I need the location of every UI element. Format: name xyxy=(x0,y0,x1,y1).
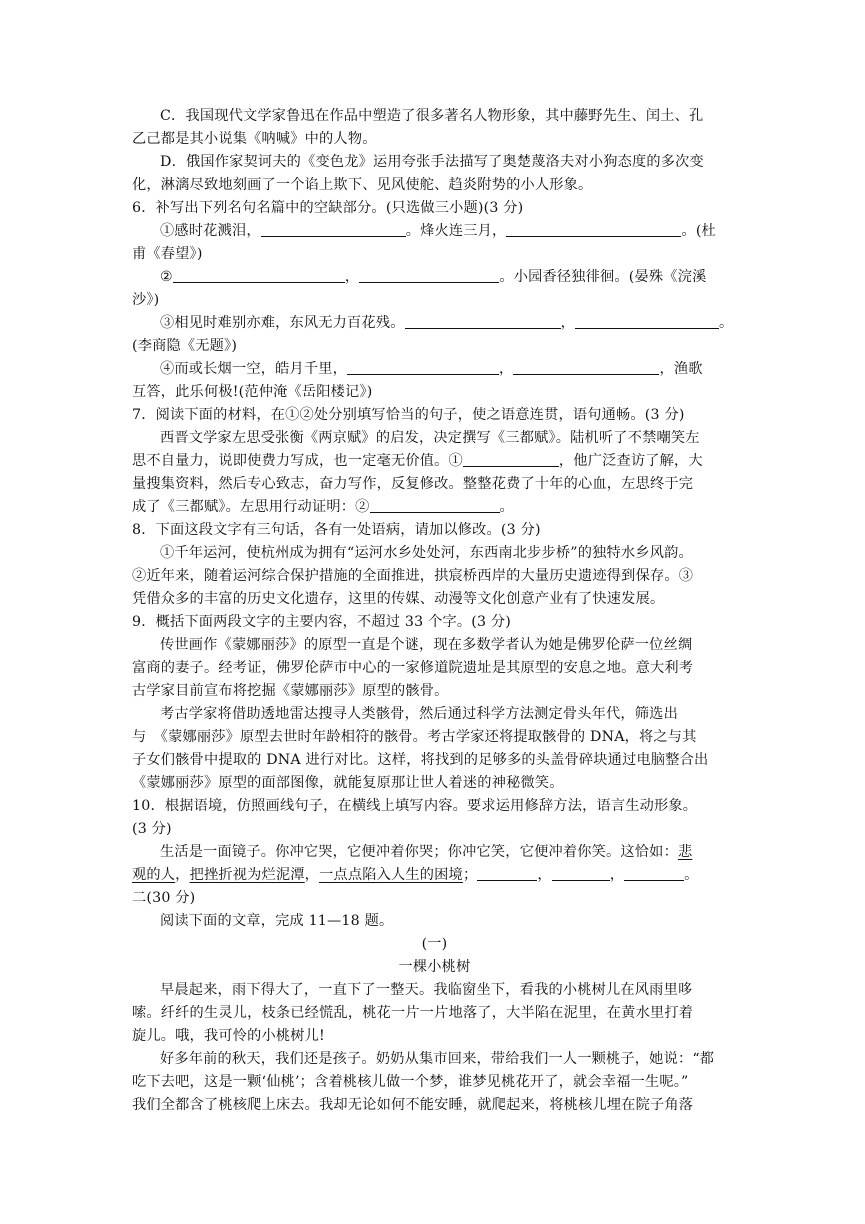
answer-blank[interactable] xyxy=(477,866,537,881)
underlined-phrase: 观的人 xyxy=(132,867,176,883)
underlined-phrase: 一点点陷入人生的困境 xyxy=(319,867,463,883)
text-line: 乙己都是其小说集《呐喊》中的人物。 xyxy=(132,131,377,147)
passage-number: (一) xyxy=(421,936,448,952)
answer-blank[interactable] xyxy=(463,452,559,467)
answer-blank[interactable] xyxy=(405,314,561,329)
text-line: 阅读下面的文章，完成 11—18 题。 xyxy=(160,913,394,929)
text-line: ③相见时难别亦难，东风无力百花残。 ， 。 xyxy=(160,315,734,331)
text-line: 传世画作《蒙娜丽莎》的原型一直是个谜，现在多数学者认为她是佛罗伦萨一位丝绸 xyxy=(160,637,693,653)
text-line: 西晋文学家左思受张衡《两京赋》的启发，决定撰写《三都赋》。陆机听了不禁嘲笑左 xyxy=(160,430,700,446)
text-line: 互答，此乐何极!(范仲淹《岳阳楼记》) xyxy=(132,384,373,400)
underlined-phrase: 悲 xyxy=(677,844,693,860)
text-line: 化，淋漓尽致地刻画了一个谄上欺下、见风使舵、趋炎附势的小人形象。 xyxy=(132,177,593,193)
underlined-phrase: 把挫折视为烂泥潭 xyxy=(189,867,305,883)
text-line: 《蒙娜丽莎》原型的面部图像，就能复原那让世人着迷的神秘微笑。 xyxy=(132,775,564,791)
text-line: ①千年运河，使杭州成为拥有“运河水乡处处河，东西南北步步桥”的独特水乡风韵。 xyxy=(160,545,693,561)
question-9-heading: 9．概括下面两段文字的主要内容，不超过 33 个字。(3 分) xyxy=(132,614,512,630)
text-line: 古学家目前宣布将挖掘《蒙娜丽莎》原型的骸骨。 xyxy=(132,683,449,699)
answer-blank[interactable] xyxy=(359,268,499,283)
question-8-heading: 8．下面这段文字有三句话，各有一处语病，请加以修改。(3 分) xyxy=(132,522,541,538)
section-2-heading: 二(30 分) xyxy=(132,890,196,906)
text-line: 好多年前的秋天，我们还是孩子。奶奶从集市回来，带给我们一人一颗桃子，她说：“都 xyxy=(160,1051,715,1067)
question-6-heading: 6．补写出下列名句名篇中的空缺部分。(只选做三小题)(3 分) xyxy=(132,200,524,216)
text-line: (李商隐《无题》) xyxy=(132,338,238,354)
text-line: 凭借众多的丰富的历史文化遗存，这里的传媒、动漫等文化创意产业有了快速发展。 xyxy=(132,591,665,607)
answer-blank[interactable] xyxy=(575,314,719,329)
answer-blank[interactable] xyxy=(261,222,406,237)
text-line: 吃下去吧，这是一颗‘仙桃’；含着桃核儿做一个梦，谁梦见桃花开了，就会幸福一生呢。” xyxy=(132,1074,689,1090)
question-10-heading: 10．根据语境，仿照画线句子，在横线上填写内容。要求运用修辞方法，语言生动形象。 xyxy=(132,798,698,814)
text-line: 量搜集资料，然后专心致志，奋力写作，反复修改。整整花费了十年的心血，左思终于完 xyxy=(132,476,694,492)
answer-blank[interactable] xyxy=(506,222,681,237)
answer-blank[interactable] xyxy=(513,360,659,375)
text-line: ①感时花溅泪， 。烽火连三月， 。(杜 xyxy=(160,223,716,239)
question-7-heading: 7．阅读下面的材料，在①②处分别填写恰当的句子，使之语意连贯，语句通畅。(3 分) xyxy=(132,407,685,423)
text-line: 子女们骸骨中提取的 DNA 进行对比。这样，将找到的足够多的头盖骨碎块通过电脑整合出 xyxy=(132,752,709,768)
text-line: 我们全都含了桃核爬上床去。我却无论如何不能安睡，就爬起来，将桃核儿埋在院子角落 xyxy=(132,1097,694,1113)
answer-blank[interactable] xyxy=(552,866,610,881)
text-line: 嗦。纤纤的生灵儿，枝条已经慌乱，桃花一片一片地落了，大半陷在泥里，在黄水里打着 xyxy=(132,1005,694,1021)
answer-blank[interactable] xyxy=(370,498,500,513)
text-line: D．俄国作家契诃夫的《变色龙》运用夸张手法描写了奥楚蔑洛夫对小狗态度的多次变 xyxy=(160,154,704,170)
text-line: 富商的妻子。经考证，佛罗伦萨市中心的一家修道院遗址是其原型的安息之地。意大利考 xyxy=(132,660,694,676)
text-line: (3 分) xyxy=(132,821,172,837)
passage-title: 一棵小桃树 xyxy=(398,959,471,975)
text-line: 成了《三都赋》。左思用行动证明：② 。 xyxy=(132,499,514,515)
text-line: 早晨起来，雨下得大了，一直下了一整天。我临窗坐下，看我的小桃树儿在风雨里哆 xyxy=(160,982,693,998)
text-line: 思不自量力，说即使费力写成，也一定毫无价值。① ，他广泛查访了解，大 xyxy=(132,453,703,469)
text-line: 旋儿。哦，我可怜的小桃树儿! xyxy=(132,1028,325,1044)
text-line: 与 《蒙娜丽莎》原型去世时年龄相符的骸骨。考古学家还将提取骸骨的 DNA，将之与其 xyxy=(132,729,697,745)
text-line: 观的人，把挫折视为烂泥潭，一点点陷入人生的困境； ， ， 。 xyxy=(132,867,699,883)
text-line: ② ， 。小园香径独徘徊。(晏殊《浣溪 xyxy=(160,269,707,285)
text-line: 沙》) xyxy=(132,292,160,308)
text-line: ②近年来，随着运河综合保护措施的全面推进，拱宸桥西岸的大量历史遗迹得到保存。③ xyxy=(132,568,694,584)
text-line: 考古学家将借助透地雷达搜寻人类骸骨，然后通过科学方法测定骨头年代，筛选出 xyxy=(160,706,678,722)
text-line: C．我国现代文学家鲁迅在作品中塑造了很多著名人物形象，其中藤野先生、闰土、孔 xyxy=(160,108,704,124)
answer-blank[interactable] xyxy=(173,268,345,283)
answer-blank[interactable] xyxy=(624,866,684,881)
text-line: ④而或长烟一空，皓月千里， ， ，渔歌 xyxy=(160,361,703,377)
answer-blank[interactable] xyxy=(347,360,499,375)
text-line: 甫《春望》) xyxy=(132,246,203,262)
text-line: 生活是一面镜子。你冲它哭，它便冲着你哭；你冲它笑，它便冲着你笑。这恰如：悲 xyxy=(160,844,693,860)
